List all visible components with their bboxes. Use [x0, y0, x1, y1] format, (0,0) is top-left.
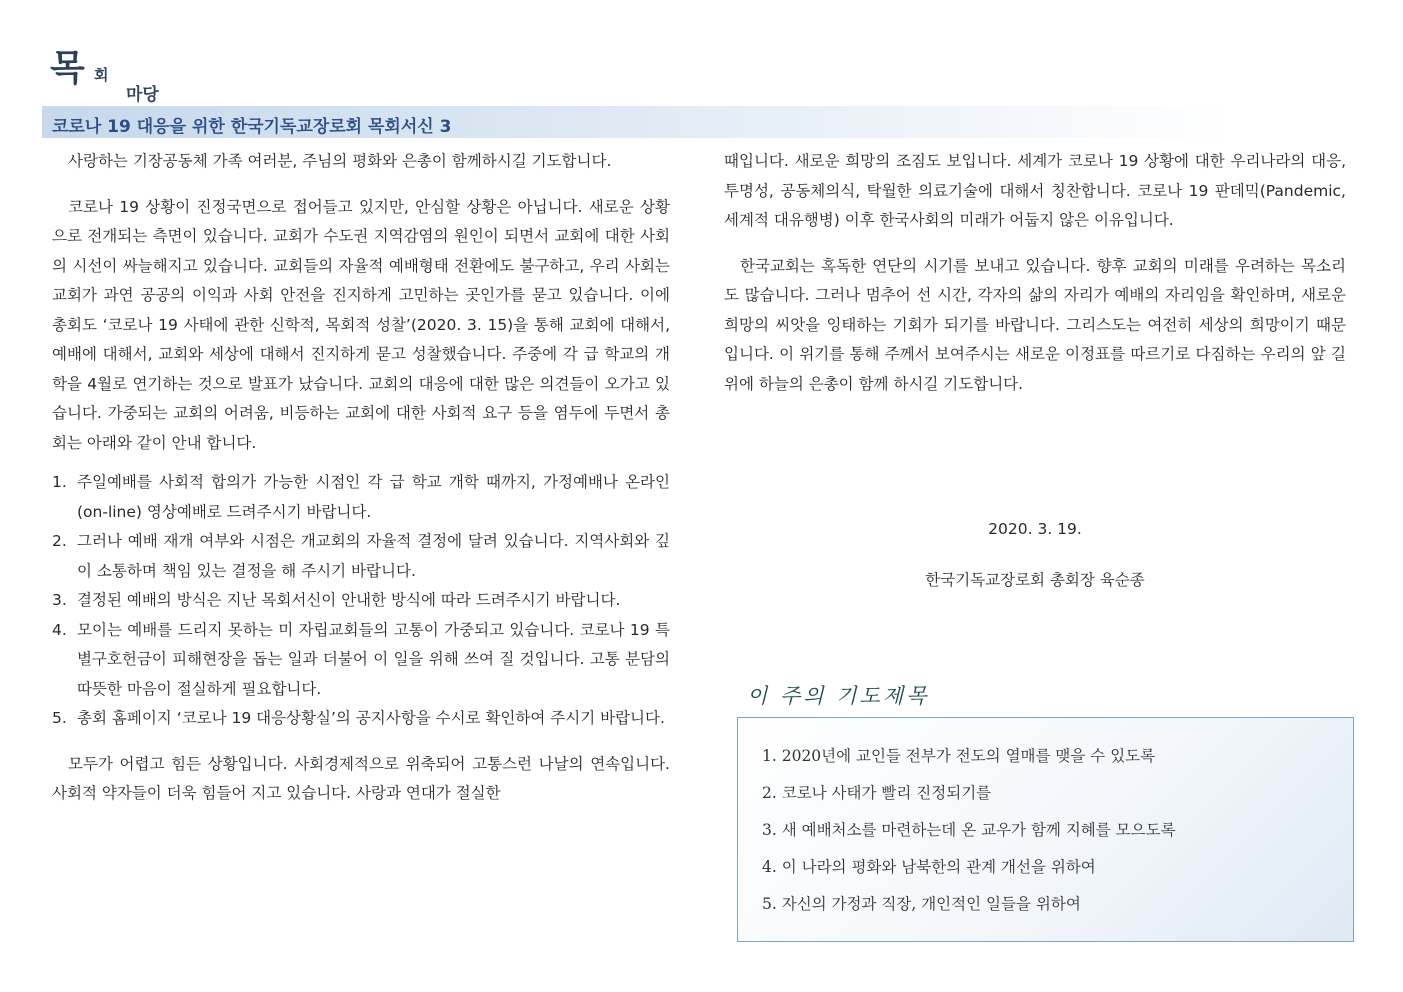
- letter-signature: 한국기독교장로회 총회장 육순종: [925, 571, 1145, 589]
- prayer-item: 5. 자신의 가정과 직장, 개인적인 일들을 위하여: [762, 895, 1081, 913]
- notice-item: 4. 모이는 예배를 드리지 못하는 미 자립교회들의 고통이 가중되고 있습니다. 코로나 19 특별구호헌금이 피해현장을 돕는 일과 더불어 이 일을 위해 쓰여 질 것입니다. 고통 분담의 따뜻한 마음이 절실하게 필요합니다.: [52, 620, 670, 698]
- left-column: [52, 147, 670, 809]
- page-title: 코로나 19 대응을 위한 한국기독교장로회 목회서신 3: [52, 117, 452, 137]
- greeting-paragraph: 사랑하는 기장공동체 가족 여러분, 주님의 평화와 은총이 함께하시길 기도합니다.: [68, 152, 612, 170]
- masthead-char-3: 마당: [126, 85, 159, 105]
- prayer-item: 3. 새 예배처소를 마련하는데 온 교우가 함께 지혜를 모으도록: [762, 821, 1176, 839]
- notice-item: 5. 총회 홈페이지 ‘코로나 19 대응상황실’의 공지사항을 수시로 확인하여 주시기 바랍니다.: [52, 709, 665, 727]
- closing-paragraph-start: 모두가 어렵고 힘든 상황입니다. 사회경제적으로 위축되어 고통스런 나날의 연속입니다. 사회적 약자들이 더욱 힘들어 지고 있습니다. 사랑과 연대가 절실한: [52, 754, 670, 802]
- prayer-heading: 이 주의 기도제목: [747, 684, 930, 708]
- masthead-char-2: 회: [94, 66, 109, 84]
- prayer-item: 1. 2020년에 교인들 전부가 전도의 열매를 맺을 수 있도록: [762, 747, 1156, 765]
- prayer-box: [737, 717, 1354, 942]
- situation-paragraph: 코로나 19 상황이 진정국면으로 접어들고 있지만, 안심할 상황은 아닙니다. 새로운 상황으로 전개되는 측면이 있습니다. 교회가 수도권 지역감염의 원인이 되면서 교회에 대한 사회의 시선이 싸늘해지고 있습니다. 교회들의 자율적 예배형태 전환에도 불구하고, 우리 사회는 교회가 과연 공공의 이익과 사회 안전을 진지하게 고민하는 곳인가를 묻고 있습니다. 이에 총회도 ‘코로나 19 사태에 관한 신학적, 목회적 성찰’(2020. 3. 15)을 통해 교회에 대해서, 예배에 대해서, 교회와 세상에 대해서 진지하게 묻고 성찰했습니다. 주중에 각 급 학교의 개학을 4월로 연기하는 것으로 발표가 났습니다. 교회의 대응에 대한 많은 의견들이 오가고 있습니다. 가중되는 교회의 어려움, 비등하는 교회에 대한 사회적 요구 등을 염두에 두면서 총회는 아래와 같이 안내 합니다.: [52, 197, 670, 452]
- closing-paragraph-continued: 때입니다. 새로운 희망의 조짐도 보입니다. 세계가 코로나 19 상황에 대한 우리나라의 대응, 투명성, 공동체의식, 탁월한 의료기술에 대해서 칭찬합니다. 코로나 19 판데믹(Pandemic, 세계적 대유행병) 이후 한국사회의 미래가 어둡지 않은 이유입니다.: [724, 152, 1346, 229]
- title-bar: [42, 106, 1232, 138]
- prayer-list: [762, 742, 1176, 927]
- notice-item: 3. 결정된 예배의 방식은 지난 목회서신이 안내한 방식에 따라 드려주시기 바랍니다.: [52, 591, 621, 609]
- notice-list: [52, 468, 670, 734]
- hope-paragraph: 한국교회는 혹독한 연단의 시기를 보내고 있습니다. 향후 교회의 미래를 우려하는 목소리도 많습니다. 그러나 멈추어 선 시간, 각자의 삶의 자리가 예배의 자리임을 확인하며, 새로운 희망의 씨앗을 잉태하는 기회가 되기를 바랍니다. 그리스도는 여전히 세상의 희망이기 때문입니다. 이 위기를 통해 주께서 보여주시는 새로운 이정표를 따르기로 다짐하는 우리의 앞 길 위에 하늘의 은총이 함께 하시길 기도합니다.: [724, 256, 1346, 393]
- notice-item: 1. 주일예배를 사회적 합의가 가능한 시점인 각 급 학교 개학 때까지, 가정예배나 온라인(on-line) 영상예배로 드려주시기 바랍니다.: [52, 473, 670, 521]
- prayer-item: 4. 이 나라의 평화와 남북한의 관계 개선을 위하여: [762, 858, 1096, 876]
- letter-date: 2020. 3. 19.: [988, 520, 1082, 538]
- notice-item: 2. 그러나 예배 재개 여부와 시점은 개교회의 자율적 결정에 달려 있습니다. 지역사회와 깊이 소통하며 책임 있는 결정을 해 주시기 바랍니다.: [52, 532, 670, 580]
- masthead-char-1: 목: [50, 47, 85, 89]
- prayer-item: 2. 코로나 사태가 빨리 진정되기를: [762, 784, 992, 802]
- right-column: [724, 147, 1346, 399]
- section-masthead: [50, 47, 250, 105]
